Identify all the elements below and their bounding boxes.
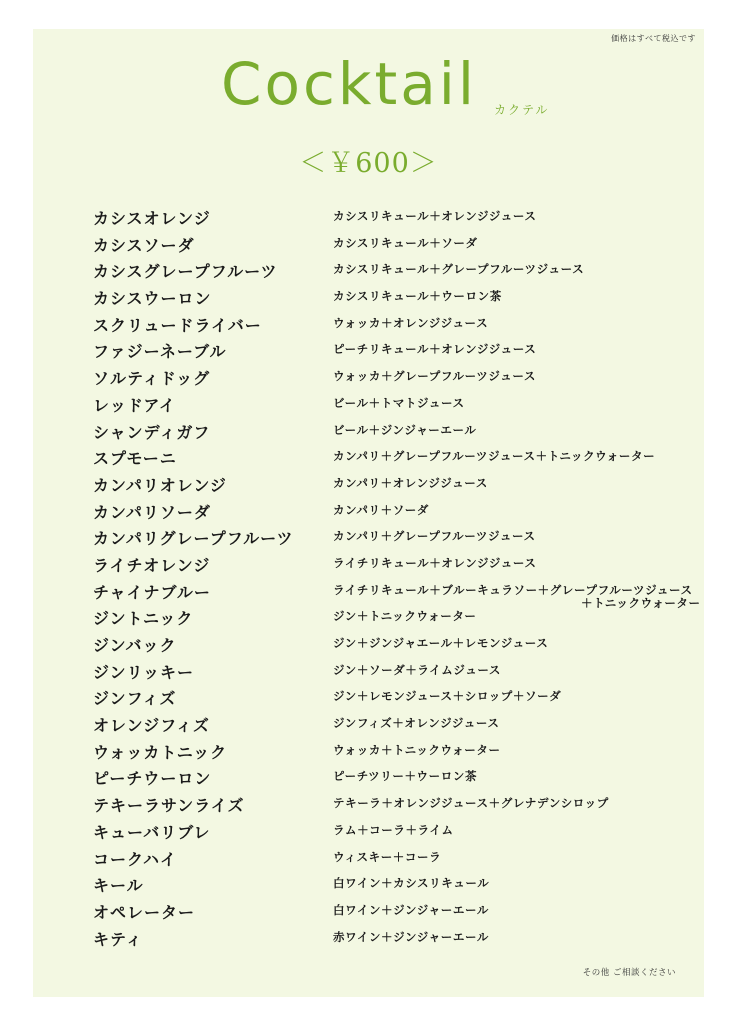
list-item xyxy=(33,793,704,820)
cocktail-recipe-continued: ＋トニックウォーター xyxy=(581,595,701,610)
cocktail-recipe: カシスリキュール＋オレンジジュース xyxy=(333,209,537,223)
cocktail-recipe: ウォッカ＋トニックウォーター xyxy=(333,742,501,757)
cocktail-recipe: カンパリ＋オレンジジュース xyxy=(333,475,488,490)
cocktail-recipe: カンパリ＋グレープフルーツジュース＋トニックウォーター xyxy=(333,449,656,464)
cocktail-recipe: ライチリキュール＋ブルーキュラソー＋グレープフルーツジュース xyxy=(333,582,693,597)
list-item xyxy=(33,393,704,420)
cocktail-recipe: カンパリ＋グレープフルーツジュース xyxy=(333,529,536,544)
menu-title-kana: カクテル xyxy=(494,103,550,117)
cocktail-recipe: カンパリ＋ソーダ xyxy=(333,502,429,517)
list-item xyxy=(33,766,704,793)
cocktail-recipe: ライチリキュール＋オレンジジュース xyxy=(333,555,537,570)
menu-sheet xyxy=(33,29,704,997)
cocktail-name: カシスオレンジ xyxy=(93,209,211,228)
cocktail-name: ソルティドッグ xyxy=(93,369,211,389)
list-item xyxy=(33,740,704,767)
list-item xyxy=(33,580,704,610)
cocktail-name: オレンジフィズ xyxy=(93,716,210,736)
cocktail-recipe: 赤ワイン＋ジンジャーエール xyxy=(333,929,489,944)
cocktail-name: ジンフィズ xyxy=(93,689,177,709)
menu-title: Cocktail xyxy=(221,50,477,118)
cocktail-name: ジンリッキー xyxy=(93,662,194,682)
list-item xyxy=(33,927,704,954)
cocktail-name: チャイナブルー xyxy=(93,582,211,602)
list-item xyxy=(33,420,704,447)
cocktail-recipe: ジン＋ジンジャエール＋レモンジュース xyxy=(333,636,549,650)
list-item xyxy=(33,873,704,900)
cocktail-name: スクリュードライバー xyxy=(93,315,262,335)
list-item xyxy=(33,686,704,713)
cocktail-name: キューバリブレ xyxy=(93,822,211,842)
cocktail-recipe: ウィスキー＋コーラ xyxy=(333,849,442,864)
cocktail-recipe: ジンフィズ＋オレンジジュース xyxy=(333,716,500,731)
cocktail-recipe: カシスリキュール＋ウーロン茶 xyxy=(333,289,502,304)
cocktail-name: キール xyxy=(93,876,144,896)
cocktail-recipe: ビール＋トマトジュース xyxy=(333,395,465,410)
list-item xyxy=(33,286,704,313)
cocktail-recipe: 白ワイン＋ジンジャーエール xyxy=(333,902,489,917)
cocktail-recipe: ピーチリキュール＋オレンジジュース xyxy=(333,342,537,357)
cocktail-recipe: カシスリキュール＋ソーダ xyxy=(333,235,478,250)
cocktail-name: カンパリオレンジ xyxy=(93,475,227,495)
cocktail-name: ジンバック xyxy=(93,636,177,655)
cocktail-name: テキーラサンライズ xyxy=(93,796,245,816)
cocktail-recipe: ジン＋レモンジュース＋シロップ＋ソーダ xyxy=(333,689,562,704)
cocktail-name: シャンディガフ xyxy=(93,422,211,442)
list-item xyxy=(33,606,704,633)
list-item xyxy=(33,900,704,927)
cocktail-name: キティ xyxy=(93,929,143,949)
cocktail-name: カシスウーロン xyxy=(93,289,212,309)
cocktail-recipe: ピーチツリー＋ウーロン茶 xyxy=(333,769,478,784)
list-item xyxy=(33,366,704,393)
cocktail-name: カシスグレープフルーツ xyxy=(93,262,278,282)
list-item xyxy=(33,446,704,473)
cocktail-name: コークハイ xyxy=(93,849,178,869)
list-item xyxy=(33,847,704,874)
cocktail-recipe: ウォッカ＋グレープフルーツジュース xyxy=(333,369,536,384)
cocktail-recipe: ウォッカ＋オレンジジュース xyxy=(333,315,489,330)
list-item xyxy=(33,233,704,260)
cocktail-name: オペレーター xyxy=(93,902,196,922)
list-item xyxy=(33,526,704,553)
list-item xyxy=(33,473,704,500)
list-item xyxy=(33,259,704,286)
list-item xyxy=(33,500,704,527)
list-item xyxy=(33,553,704,580)
cocktail-recipe: ビール＋ジンジャーエール xyxy=(333,422,477,437)
list-item xyxy=(33,633,704,660)
cocktail-recipe: ジン＋ソーダ＋ライムジュース xyxy=(333,662,501,677)
cocktail-name: ウォッカトニック xyxy=(93,742,228,762)
cocktail-name: カシスソーダ xyxy=(93,235,195,255)
list-item xyxy=(33,713,704,740)
cocktail-name: カンパリソーダ xyxy=(93,502,211,522)
cocktail-recipe: 白ワイン＋カシスリキュール xyxy=(333,876,490,891)
cocktail-name: ジントニック xyxy=(93,609,194,629)
cocktail-name: スプモーニ xyxy=(93,449,177,469)
cocktail-recipe: カシスリキュール＋グレープフルーツジュース xyxy=(333,262,585,277)
cocktail-recipe: テキーラ＋オレンジジュース＋グレナデンシロップ xyxy=(333,796,609,811)
tax-note: 価格はすべて税込です xyxy=(611,34,696,43)
cocktail-recipe: ラム＋コーラ＋ライム xyxy=(333,822,454,837)
list-item xyxy=(33,339,704,366)
list-item xyxy=(33,820,704,847)
cocktail-name: レッドアイ xyxy=(93,395,176,415)
cocktail-name: ライチオレンジ xyxy=(93,555,211,575)
price-label: ＜￥600＞ xyxy=(299,148,438,179)
footer-note: その他 ご相談ください xyxy=(582,968,676,978)
cocktail-recipe: ジン＋トニックウォーター xyxy=(333,609,477,624)
cocktail-name: ファジーネーブル xyxy=(93,342,227,362)
list-item xyxy=(33,206,704,233)
cocktail-name: ピーチウーロン xyxy=(93,769,212,789)
list-item xyxy=(33,660,704,687)
cocktail-name: カンパリグレープフルーツ xyxy=(93,529,294,549)
list-item xyxy=(33,313,704,340)
cocktail-list xyxy=(33,206,704,953)
